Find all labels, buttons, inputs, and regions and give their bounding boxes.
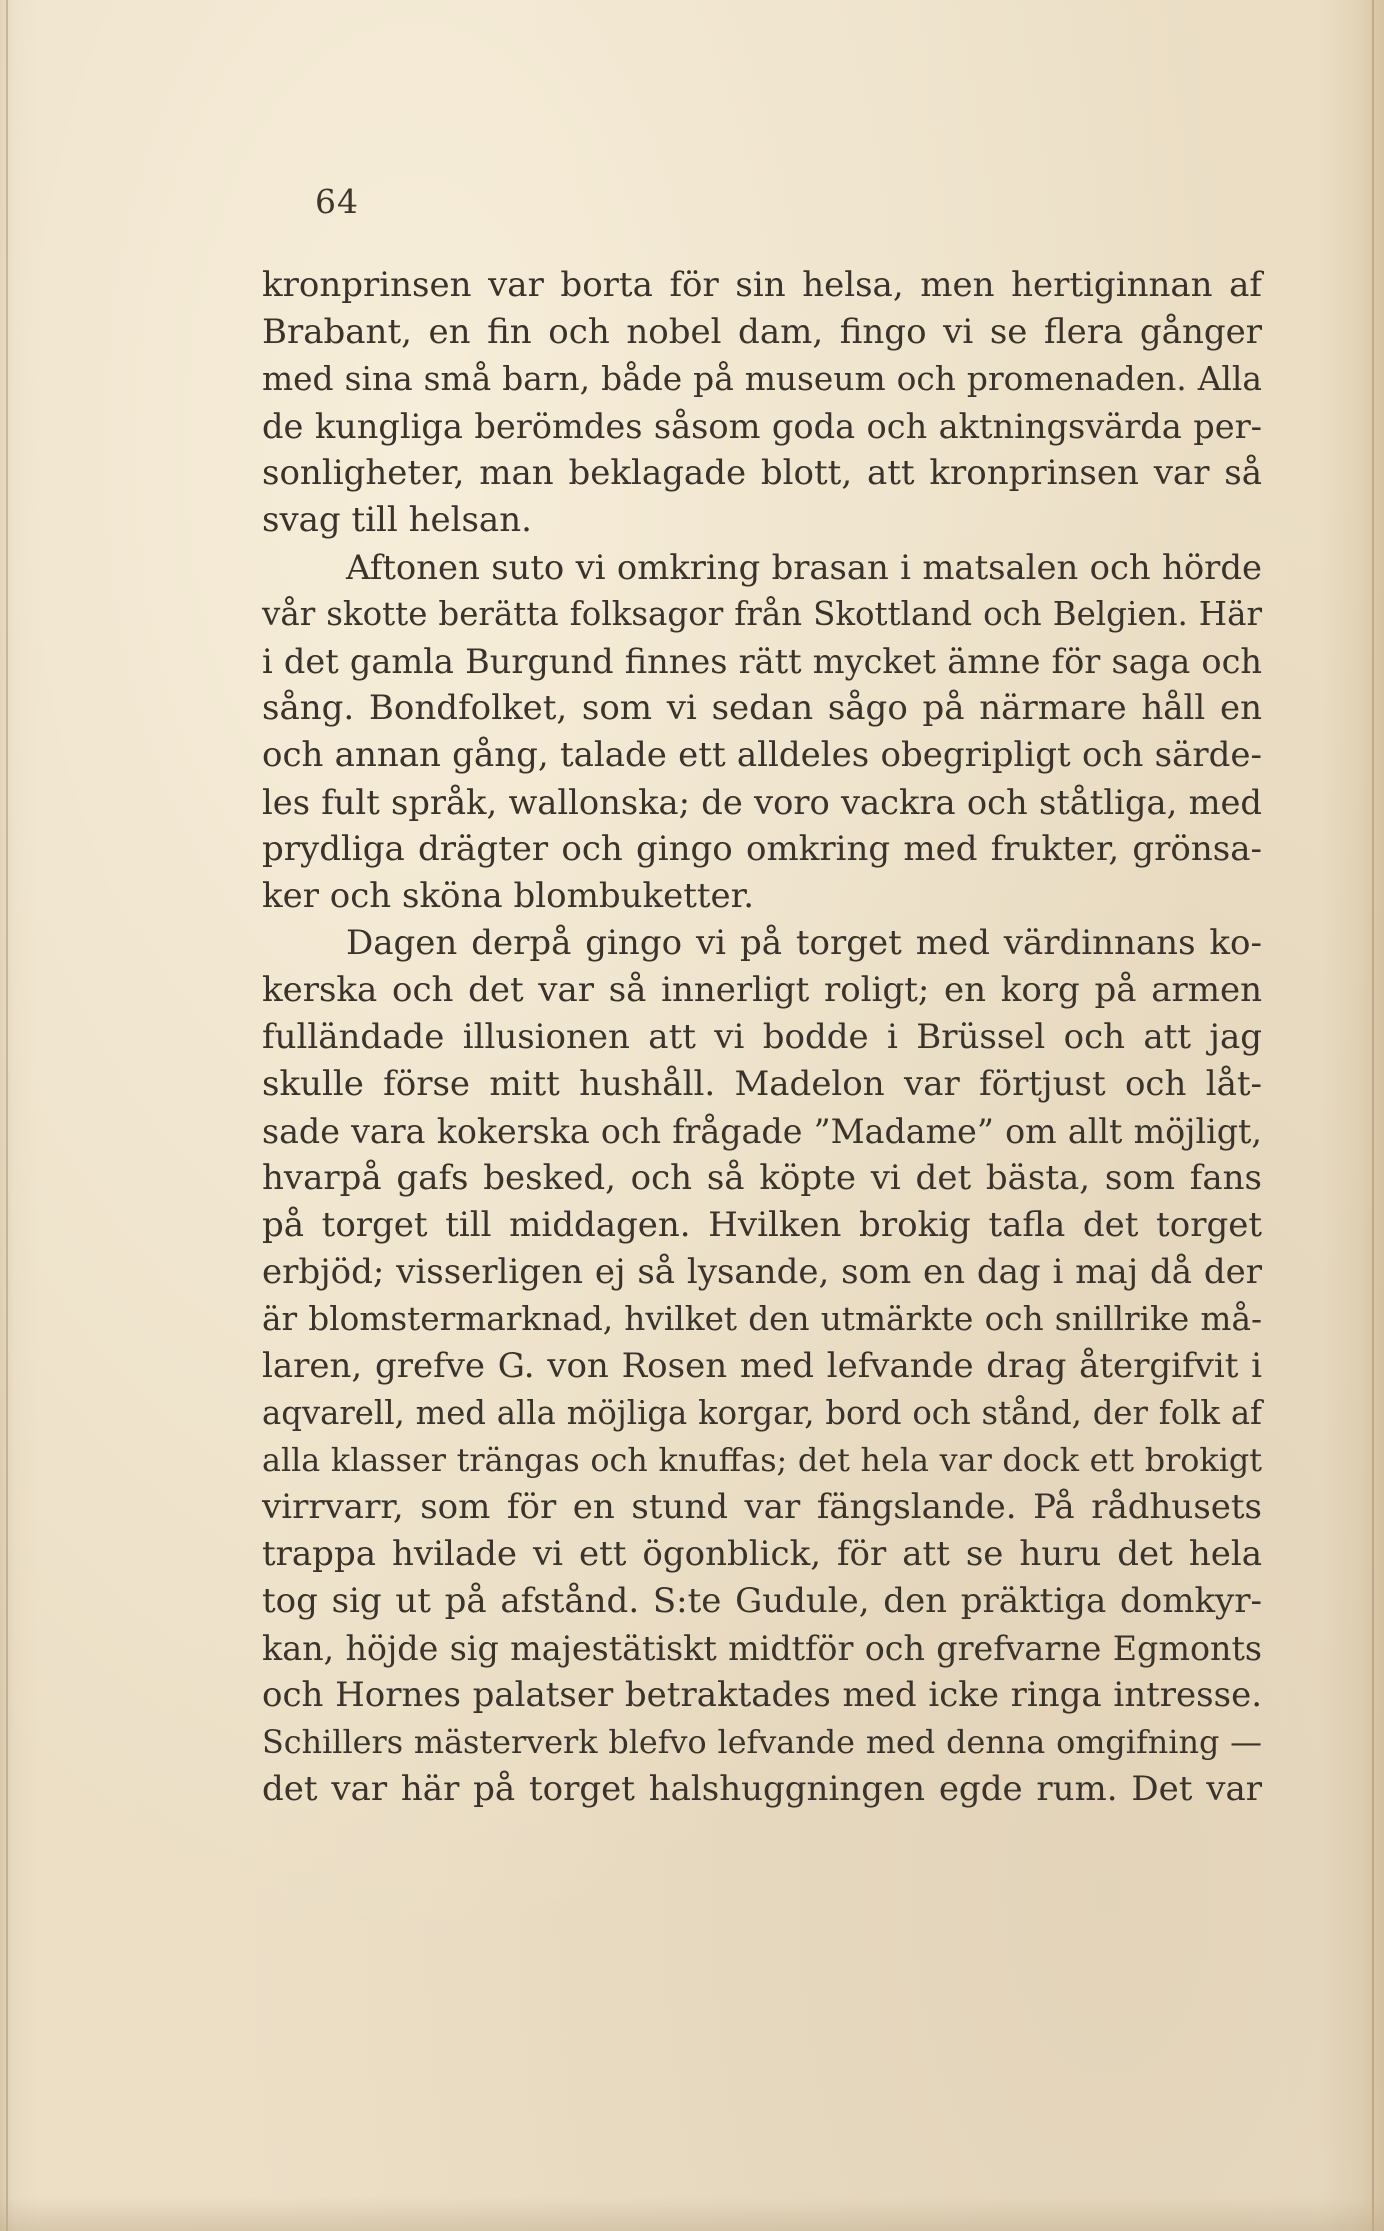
page-number: 64 (315, 182, 359, 221)
text-line: aqvarell, med alla möjliga korgar, bord och stånd, der folk af (262, 1394, 1262, 1432)
text-line: kerska och det var så innerligt roligt; en korg på armen (262, 970, 1262, 1010)
text-line: erbjöd; visserligen ej så lysande, som en dag i maj då der (262, 1252, 1262, 1292)
text-line: laren, grefve G. von Rosen med lefvande drag återgifvit i (262, 1346, 1262, 1386)
text-line: och Hornes palatser betraktades med icke ringa intresse. (262, 1675, 1262, 1715)
text-line: skulle förse mitt hushåll. Madelon var förtjust och låt- (262, 1064, 1262, 1104)
text-line: prydliga drägter och gingo omkring med frukter, grönsa- (262, 829, 1262, 869)
paragraph-first-line: Aftonen suto vi omkring brasan i matsalen och hörde (346, 548, 1262, 587)
page-edge-left (6, 0, 8, 2231)
text-line: vår skotte berätta folksagor från Skottland och Belgien. Här (262, 595, 1262, 633)
text-line: fulländade illusionen att vi bodde i Brüssel och att jag (262, 1017, 1262, 1057)
text-line: tog sig ut på afstånd. S:te Gudule, den präktiga domkyr- (262, 1581, 1262, 1621)
text-line: virrvarr, som för en stund var fängslande. På rådhusets (262, 1487, 1262, 1527)
text-line: sång. Bondfolket, som vi sedan sågo på närmare håll en (262, 688, 1262, 728)
text-line: det var här på torget halshuggningen egde rum. Det var (262, 1769, 1262, 1809)
text-line: Brabant, en fin och nobel dam, fingo vi se flera gånger (262, 312, 1262, 352)
text-line: les fult språk, wallonska; de voro vackra och ståtliga, med (262, 783, 1262, 822)
page-edge-right (1372, 0, 1374, 2231)
text-line: kan, höjde sig majestätiskt midtför och grefvarne Egmonts (262, 1629, 1262, 1668)
text-line: sonligheter, man beklagade blott, att kronprinsen var så (262, 453, 1262, 493)
text-line: hvarpå gafs besked, och så köpte vi det bästa, som fans (262, 1158, 1262, 1198)
text-line: Schillers mästerverk blefvo lefvande med denna omgifning — (262, 1723, 1262, 1761)
text-line: trappa hvilade vi ett ögonblick, för att se huru det hela (262, 1534, 1262, 1574)
text-line: alla klasser trängas och knuffas; det hela var dock ett brokigt (262, 1441, 1262, 1479)
text-line: på torget till middagen. Hvilken brokig tafla det torget (262, 1205, 1262, 1245)
paragraph-first-line: Dagen derpå gingo vi på torget med värdinnans ko- (346, 923, 1262, 963)
text-line: är blomstermarknad, hvilket den utmärkte och snillrike må- (262, 1300, 1262, 1338)
text-line: och annan gång, talade ett alldeles obegripligt och särde- (262, 735, 1262, 775)
text-line: kronprinsen var borta för sin helsa, men hertiginnan af (262, 265, 1262, 305)
text-line: i det gamla Burgund finnes rätt mycket ämne för saga och (262, 642, 1262, 681)
body-text (262, 262, 1262, 1813)
text-line: sade vara kokerska och frågade ”Madame” om allt möjligt, (262, 1112, 1262, 1151)
page-bottom-edge (0, 2197, 1384, 2231)
text-line: de kungliga berömdes såsom goda och aktningsvärda per- (262, 407, 1262, 446)
text-line: svag till helsan. (262, 500, 532, 540)
text-line: ker och sköna blombuketter. (262, 876, 755, 916)
text-line: med sina små barn, både på museum och promenaden. Alla (262, 360, 1262, 398)
